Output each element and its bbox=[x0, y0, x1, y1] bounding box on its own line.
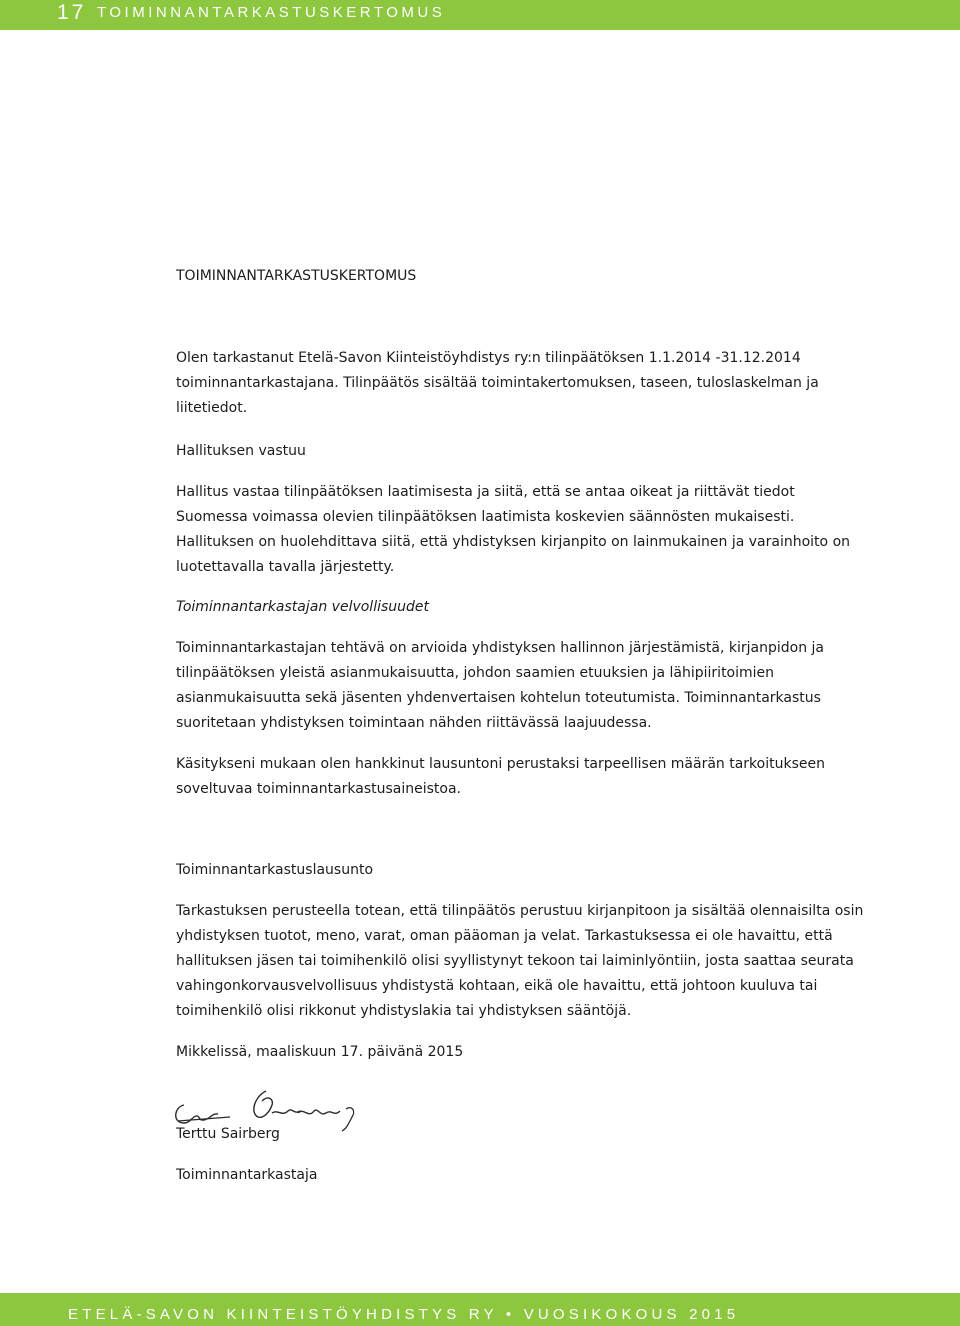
place-date: Mikkelissä, maaliskuun 17. päivänä 2015 bbox=[176, 1044, 464, 1060]
opinion-paragraph: Tarkastuksen perusteella totean, että tilinpäätös perustuu kirjanpitoon ja sisältää olennaisilta osin yhdistyksen tuotot, meno, varat, oman pääoman ja velat. Tarkastuksessa ei ole havaittu, että hallituksen jäsen tai toimihenkilö olisi syyllistynyt tekoon tai laiminlyöntiin, josta saattaa seurata vahingonkorvausvelvollisuus yhdistystä kohtaan, eikä ole havaittu, että johtoon kuuluva tai toimihenkilö olisi rikkonut yhdistyslakia tai yhdistyksen sääntöjä. bbox=[176, 903, 864, 1019]
handwritten-signature bbox=[170, 1083, 370, 1133]
footer-text: ETELÄ-SAVON KIINTEISTÖYHDISTYS RY • VUOSIKOKOUS 2015 bbox=[68, 1306, 740, 1323]
page-number: 17 bbox=[57, 1, 87, 24]
board-paragraph: Hallitus vastaa tilinpäätöksen laatimisesta ja siitä, että se antaa oikeat ja riittävät tiedot Suomessa voimassa olevien tilinpäätöksen laatimista koskevien säännösten mukaisesti. Hallituksen on huolehdittava siitä, että yhdistyksen kirjanpito on lainmukainen ja varainhoito on luotettavalla tavalla järjestetty. bbox=[176, 484, 851, 575]
header-bar bbox=[0, 0, 960, 30]
evidence-paragraph: Käsitykseni mukaan olen hankkinut lausuntoni perustaksi tarpeellisen määrän tarkoitukseen soveltuvaa toiminnantarkastusaineistoa. bbox=[176, 756, 825, 797]
signer-name: Terttu Sairberg bbox=[176, 1126, 280, 1142]
opinion-heading: Toiminnantarkastuslausunto bbox=[176, 862, 374, 878]
board-heading: Hallituksen vastuu bbox=[176, 443, 306, 459]
signer-role: Toiminnantarkastaja bbox=[176, 1167, 318, 1183]
footer-bar bbox=[0, 1293, 960, 1326]
auditor-heading: Toiminnantarkastajan velvollisuudet bbox=[176, 599, 430, 615]
intro-paragraph: Olen tarkastanut Etelä-Savon Kiinteistöyhdistys ry:n tilinpäätöksen 1.1.2014 -31.12.2014 toiminnantarkastajana. Tilinpäätös sisältää toimintakertomuksen, taseen, tuloslaskelman ja liitetiedot. bbox=[176, 350, 819, 416]
auditor-paragraph: Toiminnantarkastajan tehtävä on arvioida yhdistyksen hallinnon järjestämistä, kirjanpidon ja tilinpäätöksen yleistä asianmukaisuutta, johdon saamien etuuksien ja lähipiiritoimien asianmukaisuutta sekä jäsenten yhdenvertaisen kohtelun toteutumista. Toiminnantarkastus suoritetaan yhdistyksen toimintaan nähden riittävässä laajuudessa. bbox=[176, 640, 824, 731]
document-title: TOIMINNANTARKASTUSKERTOMUS bbox=[176, 268, 417, 284]
header-title: TOIMINNANTARKASTUSKERTOMUS bbox=[97, 4, 446, 21]
